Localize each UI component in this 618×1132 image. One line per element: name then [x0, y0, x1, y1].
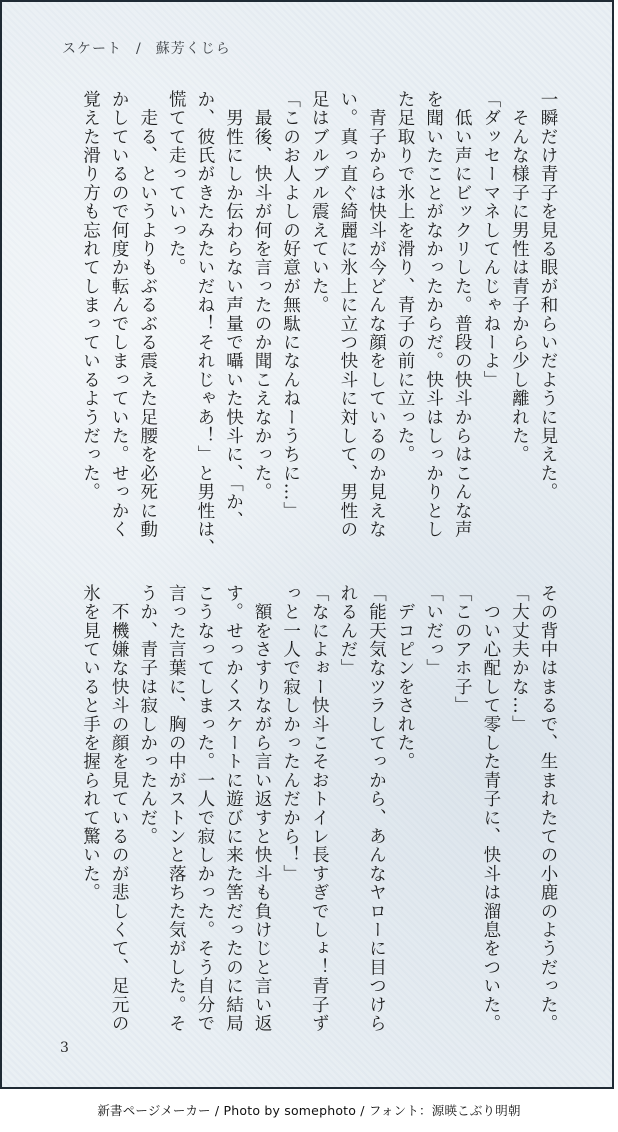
page-header	[62, 38, 231, 58]
page-number: 3	[60, 1040, 69, 1056]
header-separator: /	[136, 41, 142, 57]
author-name: 蘇芳くじら	[155, 41, 231, 57]
vertical-text-lower: その背中はまるで、生まれたての小鹿のようだった。 「大丈夫かな…」 つい心配して零した青子に、快斗は溜息をついた。 「このアホ子」 「いだっ」 デコピンをされた。 「能天気なツラしてっから、あんなヤローに目つけら れるんだ」 「なによぉー快斗こそおトイレ長すぎでしょ！青子ず っと一人で寂しかったんだから！」 額をさすりながら言い返すと快斗も負けじと言い返 す。せっかくスケートに遊びに来た筈だったのに結局 こうなってしまった。一人で寂しかった。そう自分で 言った言葉に、胸の中がストンと落ちた気がした。そ うか、青子は寂しかったんだ。 不機嫌な快斗の顔を見ているのが悲しくて、足元の 氷を見ていると手を握られて驚いた。	[80, 584, 558, 1033]
credit-footer: 新書ページメーカー / Photo by somephoto / フォント：源暎こぶり明朝	[97, 1103, 521, 1118]
vertical-text-upper: 一瞬だけ青子を見る眼が和らいだように見えた。 そんな様子に男性は青子から少し離れた。 「ダッセーマネしてんじゃねーよ」 低い声にビックリした。普段の快斗からはこんな声 を聞いたことがなかったからだ。快斗はしっかりとし た足取りで氷上を滑り、青子の前に立った。 青子からは快斗が今どんな顔をしているのか見えな い。真っ直ぐ綺麗に氷上に立つ快斗に対して、男性の 足はブルブル震えていた。 「このお人よしの好意が無駄になんねーうちに…」 最後、快斗が何を言ったのか聞こえなかった。 男性にしか伝わらない声量で囁いた快斗に、「か、 か、彼氏がきたみたいだね！それじゃあ！」と男性は、 慌てて走っていった。 走る、というよりもぶるぶる震えた足腰を必死に動 かしているので何度か転んでしまっていた。せっかく 覚えた滑り方も忘れてしまっているようだった。	[80, 90, 558, 558]
story-title: スケート	[62, 41, 122, 57]
